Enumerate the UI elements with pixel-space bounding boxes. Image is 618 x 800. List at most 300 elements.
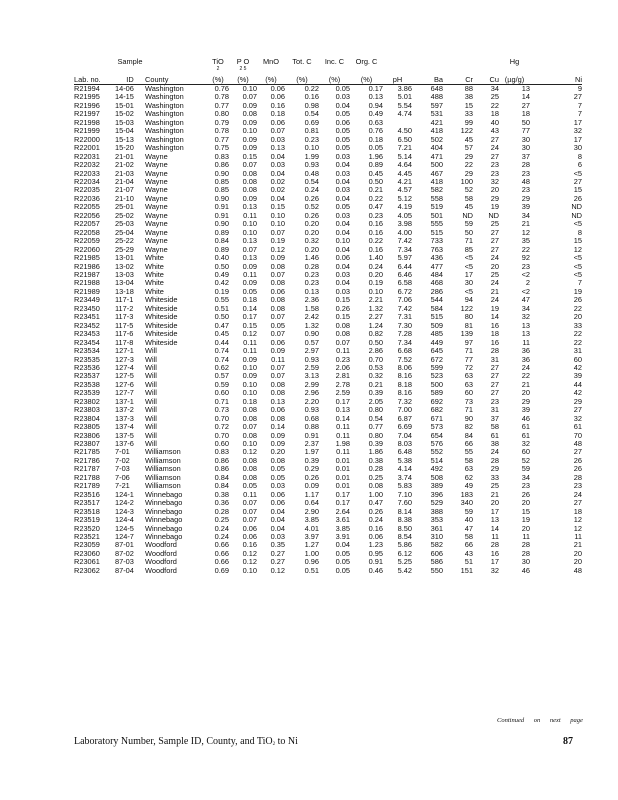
table-cell: 0.02: [270, 177, 285, 186]
table-cell: 519: [430, 203, 443, 212]
table-cell: 672: [430, 355, 443, 364]
table-cell: 0.64: [304, 499, 319, 508]
table-cell: 0.44: [214, 338, 229, 347]
table-cell: 1.23: [368, 541, 383, 550]
table-cell: 9: [577, 84, 582, 93]
table-cell: 14-06: [115, 84, 134, 93]
table-cell: 0.90: [214, 169, 229, 178]
table-cell: 0.10: [242, 380, 257, 389]
table-cell: 58: [464, 194, 473, 203]
table-cell: 5.97: [397, 254, 412, 263]
table-cell: R23534: [74, 347, 100, 356]
table-cell: 0.07: [242, 245, 257, 254]
table-cell: 0.09: [242, 118, 257, 127]
table-cell: 77: [521, 127, 530, 136]
table-cell: 23: [490, 169, 499, 178]
table-cell: 0.45: [368, 169, 383, 178]
table-cell: 29: [464, 152, 473, 161]
table-cell: White: [145, 254, 164, 263]
table-cell: 0.74: [214, 347, 229, 356]
table-cell: 0.23: [304, 135, 319, 144]
table-cell: 0.05: [335, 549, 350, 558]
table-cell: 14-15: [115, 93, 134, 102]
table-cell: 21-03: [115, 169, 134, 178]
table-row: [74, 288, 582, 296]
table-cell: 27: [490, 372, 499, 381]
table-cell: 137-2: [115, 406, 134, 415]
header-cell: [530, 58, 582, 66]
table-cell: 0.09: [242, 262, 257, 271]
table-cell: Wayne: [145, 237, 168, 246]
table-cell: 0.91: [214, 203, 229, 212]
table-cell: 0.07: [270, 363, 285, 372]
table-cell: ND: [571, 211, 582, 220]
table-cell: 45: [464, 203, 473, 212]
table-cell: 0.10: [304, 144, 319, 153]
table-cell: 0.80: [368, 431, 383, 440]
table-cell: 0.48: [304, 169, 319, 178]
table-cell: 6.69: [397, 423, 412, 432]
table-cell: 0.28: [304, 262, 319, 271]
table-cell: R23450: [74, 304, 100, 313]
table-cell: 151: [460, 566, 473, 575]
table-cell: 0.16: [368, 220, 383, 229]
table-cell: 29: [573, 397, 582, 406]
table-cell: R23060: [74, 549, 100, 558]
table-cell: 4.14: [397, 465, 412, 474]
table-cell: 25-01: [115, 203, 134, 212]
table-cell: 3.74: [397, 473, 412, 482]
table-cell: 8.06: [397, 363, 412, 372]
table-cell: 20: [521, 524, 530, 533]
table-cell: 7-01: [115, 448, 130, 457]
table-cell: Will: [145, 363, 157, 372]
table-cell: 15: [573, 237, 582, 246]
table-cell: 15: [573, 186, 582, 195]
table-cell: 733: [430, 237, 443, 246]
table-cell: 6: [577, 161, 582, 170]
table-cell: 7.34: [397, 338, 412, 347]
table-cell: 23: [521, 169, 530, 178]
table-cell: 55: [464, 448, 473, 457]
table-cell: 0.15: [335, 313, 350, 322]
table-cell: 0.10: [242, 363, 257, 372]
table-cell: 0.46: [368, 566, 383, 575]
table-cell: 82: [464, 423, 473, 432]
table-cell: 582: [430, 186, 443, 195]
table-cell: 0.16: [368, 245, 383, 254]
table-cell: 0.13: [335, 406, 350, 415]
table-cell: 124-3: [115, 507, 134, 516]
table-cell: 19: [490, 203, 499, 212]
table-cell: 21: [521, 220, 530, 229]
table-cell: 0.10: [242, 566, 257, 575]
table-cell: 0.25: [214, 516, 229, 525]
table-cell: 127-7: [115, 389, 134, 398]
header-cell: (%): [257, 75, 285, 85]
header-cell: [499, 66, 530, 75]
table-cell: 0.28: [368, 465, 383, 474]
table-cell: 8.16: [397, 372, 412, 381]
table-cell: 471: [430, 152, 443, 161]
table-cell: 3.85: [335, 524, 350, 533]
table-cell: 0.18: [270, 110, 285, 119]
table-cell: 7.60: [397, 499, 412, 508]
table-cell: Wayne: [145, 194, 168, 203]
table-cell: 61: [573, 423, 582, 432]
table-cell: 0.08: [242, 110, 257, 119]
table-cell: R22034: [74, 177, 100, 186]
table-cell: 0.05: [270, 473, 285, 482]
table-cell: 137-4: [115, 423, 134, 432]
table-cell: 0.91: [214, 211, 229, 220]
data-table-container: [74, 58, 582, 575]
table-cell: 0.11: [243, 490, 257, 499]
table-cell: 0.10: [368, 287, 383, 296]
table-row: [74, 347, 582, 355]
table-cell: 22: [464, 161, 473, 170]
table-cell: 63: [464, 380, 473, 389]
table-cell: 0.10: [270, 220, 285, 229]
table-cell: 515: [430, 313, 443, 322]
table-cell: 22: [573, 304, 582, 313]
table-cell: 0.79: [214, 118, 229, 127]
table-cell: 7-06: [115, 473, 130, 482]
table-cell: 72: [464, 363, 473, 372]
table-cell: 0.84: [214, 237, 229, 246]
table-cell: 5.25: [397, 558, 412, 567]
table-cell: 0.09: [270, 440, 285, 449]
table-cell: 0.36: [214, 499, 229, 508]
table-cell: 0.69: [304, 118, 319, 127]
table-cell: 0.63: [368, 118, 383, 127]
table-cell: 0.01: [335, 482, 350, 491]
table-row: [74, 220, 582, 228]
table-cell: Will: [145, 431, 157, 440]
table-row: [74, 203, 582, 211]
table-row: [74, 246, 582, 254]
table-cell: 124-2: [115, 499, 134, 508]
table-cell: 0.08: [242, 406, 257, 415]
table-cell: 0.04: [270, 507, 285, 516]
header-cell: [383, 66, 412, 75]
table-cell: 2.64: [335, 507, 350, 516]
table-cell: 0.10: [242, 220, 257, 229]
table-cell: 0.03: [335, 211, 350, 220]
table-row: [74, 212, 582, 220]
header-cell: [350, 66, 383, 75]
table-cell: 23: [490, 161, 499, 170]
table-cell: R22058: [74, 228, 100, 237]
table-cell: 0.89: [214, 245, 229, 254]
table-cell: Woodford: [145, 566, 177, 575]
header-cell: (µg/g): [499, 75, 530, 85]
table-cell: 36: [521, 347, 530, 356]
table-cell: 0.17: [335, 490, 350, 499]
table-cell: 484: [430, 270, 443, 279]
table-cell: 21-02: [115, 161, 134, 170]
page-number: 87: [563, 736, 573, 747]
table-cell: 5.14: [397, 152, 412, 161]
table-cell: 0.06: [270, 490, 285, 499]
table-cell: 599: [430, 363, 443, 372]
table-cell: 0.39: [368, 440, 383, 449]
table-cell: 23: [573, 482, 582, 491]
table-cell: Woodford: [145, 558, 177, 567]
table-cell: 27: [490, 228, 499, 237]
table-cell: 81: [464, 321, 473, 330]
table-cell: Wayne: [145, 177, 168, 186]
table-cell: 21: [490, 490, 499, 499]
table-cell: 23: [521, 262, 530, 271]
table-cell: 58: [464, 456, 473, 465]
table-cell: White: [145, 287, 164, 296]
table-cell: 37: [490, 414, 499, 423]
table-cell: 28: [521, 541, 530, 550]
table-cell: R23451: [74, 313, 100, 322]
table-cell: 0.09: [242, 144, 257, 153]
table-cell: 15-04: [115, 127, 134, 136]
table-cell: R21989: [74, 287, 100, 296]
table-cell: 16: [490, 549, 499, 558]
table-cell: 27: [573, 499, 582, 508]
table-cell: 0.68: [304, 414, 319, 423]
table-cell: R21998: [74, 118, 100, 127]
table-cell: 5.12: [397, 194, 412, 203]
table-cell: 117-6: [115, 330, 134, 339]
table-cell: 39: [573, 372, 582, 381]
table-cell: 0.51: [304, 566, 319, 575]
table-row: [74, 271, 582, 279]
table-cell: 0.35: [270, 541, 285, 550]
table-cell: 13: [521, 330, 530, 339]
table-cell: 13-18: [115, 287, 134, 296]
table-cell: 2.36: [304, 296, 319, 305]
table-cell: 32: [521, 313, 530, 322]
table-cell: 7.04: [397, 431, 412, 440]
table-row: [74, 178, 582, 186]
table-row: [74, 330, 582, 338]
table-cell: 763: [430, 245, 443, 254]
table-cell: 2.42: [304, 313, 319, 322]
table-cell: 7.06: [397, 296, 412, 305]
table-cell: 1.46: [304, 254, 319, 263]
table-cell: <5: [573, 220, 582, 229]
table-cell: 127-1: [115, 347, 134, 356]
table-cell: 33: [573, 321, 582, 330]
table-cell: R21787: [74, 465, 100, 474]
table-cell: 5.54: [397, 101, 412, 110]
table-cell: 0.76: [368, 127, 383, 136]
table-cell: 0.82: [368, 330, 383, 339]
table-cell: 37: [521, 152, 530, 161]
table-cell: 46: [521, 566, 530, 575]
table-cell: 0.10: [242, 440, 257, 449]
table-cell: 38: [464, 93, 473, 102]
table-cell: R21994: [74, 84, 100, 93]
table-cell: 0.13: [242, 203, 257, 212]
table-cell: 0.02: [270, 186, 285, 195]
table-cell: R22060: [74, 245, 100, 254]
table-cell: 28: [490, 347, 499, 356]
table-cell: 0.07: [270, 270, 285, 279]
table-cell: 0.47: [368, 203, 383, 212]
table-cell: Williamson: [145, 456, 181, 465]
table-cell: 0.26: [304, 194, 319, 203]
table-cell: 0.23: [304, 270, 319, 279]
table-cell: 0.25: [368, 473, 383, 482]
table-cell: 0.12: [242, 549, 257, 558]
table-cell: 0.11: [336, 347, 350, 356]
table-cell: 4.19: [397, 203, 412, 212]
table-cell: 0.08: [335, 330, 350, 339]
table-cell: 19: [573, 287, 582, 296]
table-cell: 0.71: [214, 397, 229, 406]
table-row: [74, 237, 582, 245]
table-cell: 467: [430, 169, 443, 178]
table-cell: 7: [577, 110, 582, 119]
table-cell: 27: [573, 448, 582, 457]
table-cell: 0.86: [214, 456, 229, 465]
table-cell: 0.13: [242, 237, 257, 246]
table-cell: 0.21: [368, 186, 383, 195]
table-cell: 100: [460, 177, 473, 186]
table-row: [74, 263, 582, 271]
table-cell: R23803: [74, 406, 100, 415]
table-cell: 0.03: [270, 533, 285, 542]
table-cell: 0.08: [368, 482, 383, 491]
table-cell: 0.95: [368, 549, 383, 558]
table-cell: 436: [430, 254, 443, 263]
table-cell: 531: [430, 110, 443, 119]
table-cell: R23452: [74, 321, 100, 330]
table-cell: 7-21: [115, 482, 130, 491]
table-cell: 13-03: [115, 270, 134, 279]
table-cell: 0.03: [270, 135, 285, 144]
table-row: [74, 279, 582, 287]
table-cell: R21997: [74, 110, 100, 119]
header-cell: [74, 58, 115, 66]
table-cell: R23537: [74, 372, 100, 381]
table-cell: 0.08: [270, 296, 285, 305]
table-cell: 6.50: [397, 135, 412, 144]
table-cell: 0.05: [242, 287, 257, 296]
table-cell: 0.04: [270, 524, 285, 533]
table-cell: 63: [464, 465, 473, 474]
table-cell: Winnebago: [145, 507, 183, 516]
table-cell: Washington: [145, 101, 184, 110]
table-cell: 3.91: [335, 533, 350, 542]
table-cell: Whiteside: [145, 304, 178, 313]
table-cell: 22: [573, 330, 582, 339]
header-cell: Cr: [443, 75, 473, 85]
table-cell: Washington: [145, 110, 184, 119]
table-cell: 20: [490, 499, 499, 508]
table-cell: 0.09: [242, 279, 257, 288]
table-cell: 7.31: [397, 313, 412, 322]
table-cell: 87-02: [115, 549, 134, 558]
table-cell: 22: [490, 101, 499, 110]
table-cell: R21789: [74, 482, 100, 491]
table-cell: 33: [490, 473, 499, 482]
table-cell: 0.10: [270, 211, 285, 220]
table-cell: 39: [521, 203, 530, 212]
table-cell: 30: [464, 279, 473, 288]
table-cell: R23516: [74, 490, 100, 499]
table-cell: 0.06: [270, 338, 285, 347]
table-cell: 0.05: [270, 465, 285, 474]
table-cell: 19: [490, 304, 499, 313]
table-cell: 1.32: [304, 321, 319, 330]
table-cell: 514: [430, 456, 443, 465]
table-row: [74, 533, 582, 541]
table-cell: 0.06: [242, 524, 257, 533]
table-cell: 5.86: [397, 541, 412, 550]
table-cell: 14: [521, 93, 530, 102]
table-cell: 5.38: [397, 456, 412, 465]
table-row: [74, 356, 582, 364]
table-cell: 59: [464, 220, 473, 229]
table-cell: R23519: [74, 516, 100, 525]
table-cell: Washington: [145, 135, 184, 144]
table-cell: 0.11: [271, 355, 285, 364]
table-cell: 2.06: [335, 363, 350, 372]
table-row: [74, 482, 582, 490]
table-cell: R21987: [74, 270, 100, 279]
caption-suffix: to Ni: [275, 736, 298, 747]
table-cell: 0.18: [368, 135, 383, 144]
table-cell: 15-01: [115, 101, 134, 110]
table-cell: 0.15: [270, 203, 285, 212]
table-cell: 25: [490, 270, 499, 279]
table-cell: 66: [464, 541, 473, 550]
table-cell: 0.17: [335, 499, 350, 508]
header-cell: County: [145, 75, 207, 85]
table-cell: 26: [573, 194, 582, 203]
table-cell: 648: [430, 84, 443, 93]
table-cell: 52: [521, 456, 530, 465]
table-cell: 44: [573, 380, 582, 389]
header-cell: [319, 66, 350, 75]
header-cell: [443, 66, 473, 75]
table-cell: 0.11: [336, 423, 350, 432]
table-cell: 0.19: [214, 287, 229, 296]
table-cell: 0.66: [214, 558, 229, 567]
table-cell: 15-02: [115, 110, 134, 119]
table-cell: 0.49: [214, 270, 229, 279]
table-cell: 7-02: [115, 456, 130, 465]
table-cell: 7.34: [397, 245, 412, 254]
table-cell: 27: [490, 245, 499, 254]
table-cell: 0.16: [270, 101, 285, 110]
table-cell: 0.15: [242, 321, 257, 330]
table-cell: 19: [521, 516, 530, 525]
table-cell: 0.07: [242, 507, 257, 516]
table-cell: 0.66: [214, 541, 229, 550]
table-cell: Whiteside: [145, 313, 178, 322]
table-cell: 139: [460, 330, 473, 339]
table-cell: 0.18: [242, 397, 257, 406]
table-cell: 12: [573, 524, 582, 533]
table-cell: 0.07: [270, 228, 285, 237]
table-cell: 573: [430, 423, 443, 432]
table-cell: ND: [571, 203, 582, 212]
table-cell: 84: [464, 431, 473, 440]
table-cell: 27: [490, 135, 499, 144]
table-cell: 0.07: [242, 423, 257, 432]
table-cell: Will: [145, 347, 157, 356]
table-cell: 0.06: [368, 533, 383, 542]
